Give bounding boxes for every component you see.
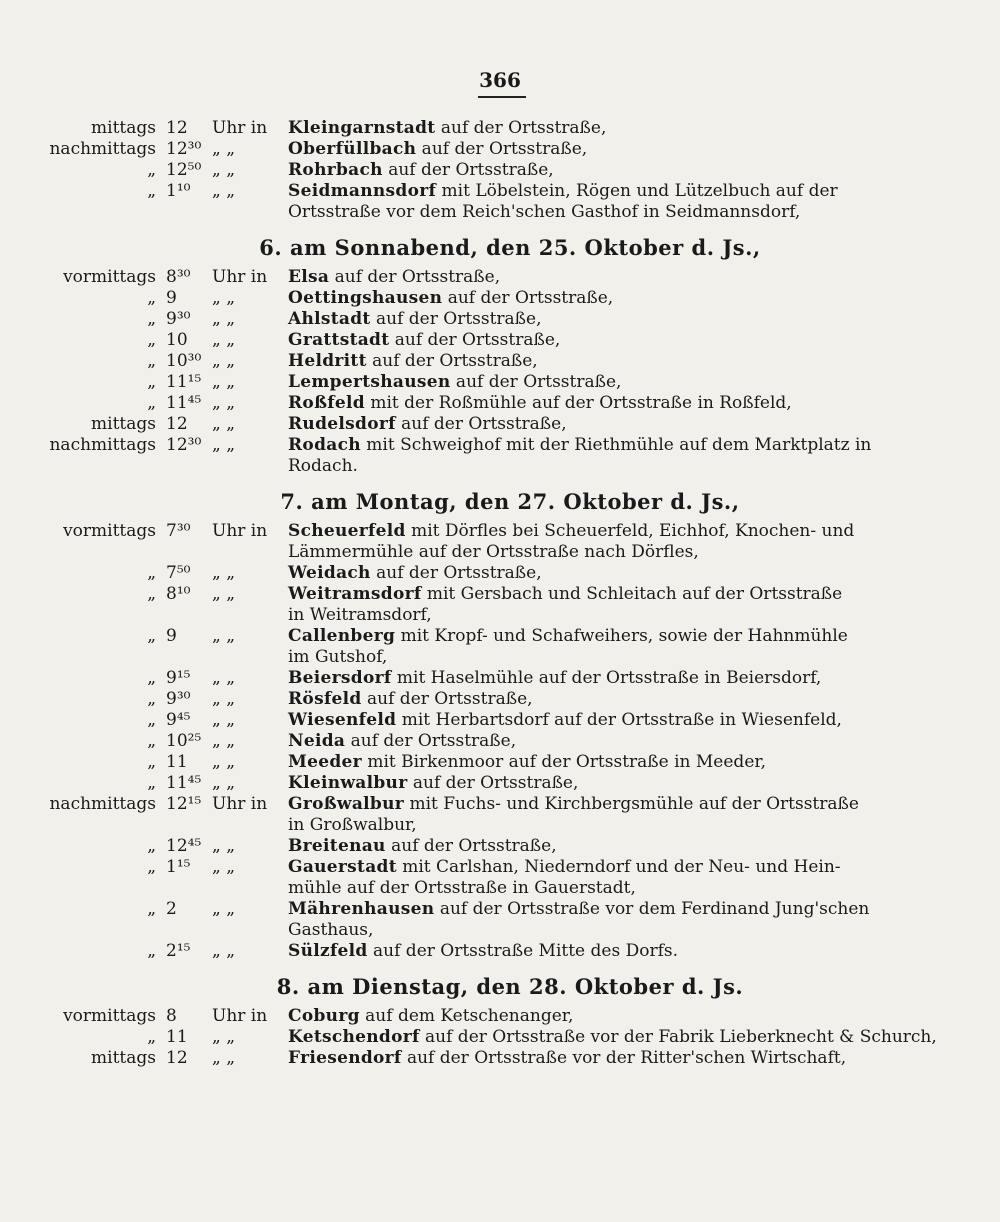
entry-period: „ (147, 857, 156, 877)
entry-time: 9³⁰ (166, 689, 191, 709)
entry-period: „ (147, 626, 156, 646)
section-heading: 8. am Dienstag, den 28. Oktober d. Js. (276, 974, 744, 999)
entry-text (288, 794, 972, 815)
entry-uhr: „ „ (212, 710, 236, 730)
entry-period: „ (147, 731, 156, 751)
entry-text (288, 836, 972, 857)
entry-period: „ (147, 941, 156, 961)
entry-uhr: „ „ (212, 668, 236, 688)
entry-place: Seidmannsdorf (288, 181, 437, 201)
schedule-entry (0, 794, 1000, 815)
entry-place: Kleingarnstadt (288, 118, 436, 138)
entry-period: „ (147, 1027, 156, 1047)
entry-place: Friesendorf (288, 1048, 402, 1068)
entry-description: auf der Ortsstraße, (442, 288, 614, 308)
schedule-entry (0, 857, 1000, 878)
entry-place: Rösfeld (288, 689, 362, 709)
entry-time: 1¹⁰ (166, 181, 191, 201)
entry-description: auf der Ortsstraße, (382, 160, 554, 180)
entry-period: vormittags (63, 267, 156, 287)
entry-time: 2 (166, 899, 177, 919)
schedule-entry (0, 139, 1000, 160)
entry-time: 12 (166, 414, 188, 434)
entry-uhr: „ „ (212, 181, 236, 201)
entry-description: auf der Ortsstraße vor der Fabrik Lieberknecht & Schurch, (419, 1027, 937, 1047)
entry-time: 1¹⁵ (166, 857, 191, 877)
entry-place: Mährenhausen (288, 899, 435, 919)
entry-time: 9 (166, 626, 177, 646)
entry-description: auf der Ortsstraße, (370, 309, 542, 329)
entry-period: „ (147, 351, 156, 371)
entry-uhr: „ „ (212, 372, 236, 392)
entry-description: auf der Ortsstraße vor der Ritter'schen Wirtschaft, (401, 1048, 847, 1068)
entry-text (288, 584, 972, 605)
entry-time: 11¹⁵ (166, 372, 202, 392)
entry-period: „ (147, 899, 156, 919)
entry-description: auf dem Ketschenanger, (359, 1006, 574, 1026)
entry-period: vormittags (63, 1006, 156, 1026)
entry-text (288, 773, 972, 794)
entry-text (288, 668, 972, 689)
entry-continuation-text: im Gutshof, (288, 647, 388, 667)
entry-place: Grattstadt (288, 330, 390, 350)
entry-text (288, 626, 972, 647)
entry-description: mit Dörfles bei Scheuerfeld, Eichhof, Knochen- und (405, 521, 855, 541)
entry-uhr: „ „ (212, 689, 236, 709)
entry-continuation-text: mühle auf der Ortsstraße in Gauerstadt, (288, 878, 636, 898)
entry-time: 8³⁰ (166, 267, 191, 287)
entry-time: 11⁴⁵ (166, 773, 202, 793)
entry-description: mit Birkenmoor auf der Ortsstraße in Meeder, (361, 752, 767, 772)
schedule-entry (0, 584, 1000, 605)
schedule-entry (0, 330, 1000, 351)
entry-text (288, 857, 972, 878)
entry-description: auf der Ortsstraße, (395, 414, 567, 434)
entry-uhr: „ „ (212, 139, 236, 159)
entry-description: auf der Ortsstraße Mitte des Dorfs. (367, 941, 678, 961)
entry-time: 2¹⁵ (166, 941, 191, 961)
entry-uhr: „ „ (212, 1027, 236, 1047)
schedule-entry-continuation (0, 815, 1000, 836)
schedule-entry (0, 1006, 1000, 1027)
entry-time: 7³⁰ (166, 521, 191, 541)
entry-period: vormittags (63, 521, 156, 541)
entry-text (288, 267, 972, 288)
schedule-entry (0, 1048, 1000, 1069)
schedule-entry (0, 393, 1000, 414)
schedule-entry-continuation (0, 647, 1000, 668)
schedule-entry (0, 689, 1000, 710)
entry-time: 9 (166, 288, 177, 308)
entry-place: Neida (288, 731, 346, 751)
entry-period: „ (147, 288, 156, 308)
entry-text (288, 710, 972, 731)
entry-place: Ketschendorf (288, 1027, 420, 1047)
entry-time: 9⁴⁵ (166, 710, 191, 730)
entry-text (288, 181, 972, 202)
entry-continuation-text: Ortsstraße vor dem Reich'schen Gasthof in Seidmannsdorf, (288, 202, 801, 222)
entry-description: auf der Ortsstraße, (385, 836, 557, 856)
entry-description: mit Gersbach und Schleitach auf der Ortsstraße (421, 584, 843, 604)
schedule-entry (0, 710, 1000, 731)
entry-time: 12³⁰ (166, 435, 202, 455)
entry-place: Callenberg (288, 626, 396, 646)
entry-period: „ (147, 752, 156, 772)
section-heading: 7. am Montag, den 27. Oktober d. Js., (280, 489, 740, 514)
entry-period: mittags (91, 414, 156, 434)
entry-period: „ (147, 309, 156, 329)
entry-text (288, 689, 972, 710)
schedule-entry (0, 563, 1000, 584)
entry-time: 8 (166, 1006, 177, 1026)
schedule-entry (0, 118, 1000, 139)
entry-text (288, 1048, 972, 1069)
entry-uhr: Uhr in (212, 521, 268, 541)
entry-place: Sülzfeld (288, 941, 368, 961)
entry-text (288, 1027, 972, 1048)
entry-description: auf der Ortsstraße, (389, 330, 561, 350)
entry-period: nachmittags (49, 435, 156, 455)
entry-period: „ (147, 330, 156, 350)
entry-text (288, 731, 972, 752)
entry-uhr: „ „ (212, 435, 236, 455)
entry-text (288, 309, 972, 330)
schedule-entry (0, 521, 1000, 542)
entry-period: „ (147, 160, 156, 180)
entry-time: 12 (166, 118, 188, 138)
entry-uhr: „ „ (212, 731, 236, 751)
entry-text (288, 521, 972, 542)
entry-description: auf der Ortsstraße vor dem Ferdinand Jung'schen (434, 899, 870, 919)
entry-time: 9³⁰ (166, 309, 191, 329)
entry-place: Gauerstadt (288, 857, 397, 877)
entry-period: nachmittags (49, 794, 156, 814)
schedule-entry (0, 836, 1000, 857)
entry-uhr: „ „ (212, 626, 236, 646)
entry-uhr: „ „ (212, 1048, 236, 1068)
schedule-entry (0, 752, 1000, 773)
entry-time: 12⁵⁰ (166, 160, 202, 180)
entry-time: 12 (166, 1048, 188, 1068)
entry-time: 12¹⁵ (166, 794, 202, 814)
entry-place: Rohrbach (288, 160, 383, 180)
schedule-entry-continuation (0, 605, 1000, 626)
entry-place: Scheuerfeld (288, 521, 406, 541)
entry-description: auf der Ortsstraße, (329, 267, 501, 287)
entry-description: auf der Ortsstraße, (345, 731, 517, 751)
entry-time: 12⁴⁵ (166, 836, 202, 856)
schedule-entry-continuation (0, 542, 1000, 563)
schedule-section (0, 223, 1000, 477)
entry-description: mit Carlshan, Niederndorf und der Neu- und Hein- (396, 857, 841, 877)
entry-text (288, 351, 972, 372)
entry-time: 11 (166, 752, 188, 772)
entry-uhr: Uhr in (212, 1006, 268, 1026)
entry-uhr: „ „ (212, 563, 236, 583)
entry-period: nachmittags (49, 139, 156, 159)
schedule-entry-continuation (0, 202, 1000, 223)
schedule-entry (0, 351, 1000, 372)
entry-uhr: „ „ (212, 414, 236, 434)
schedule-entry (0, 435, 1000, 456)
entry-place: Heldritt (288, 351, 367, 371)
schedule-section (0, 962, 1000, 1069)
entry-uhr: Uhr in (212, 118, 268, 138)
entry-text (288, 372, 972, 393)
entry-description: auf der Ortsstraße, (450, 372, 622, 392)
entry-description: mit Löbelstein, Rögen und Lützelbuch auf der (436, 181, 838, 201)
entry-place: Breitenau (288, 836, 386, 856)
entry-uhr: „ „ (212, 899, 236, 919)
entry-time: 11 (166, 1027, 188, 1047)
schedule-entry (0, 181, 1000, 202)
entry-period: „ (147, 372, 156, 392)
entry-time: 10²⁵ (166, 731, 202, 751)
entry-place: Roßfeld (288, 393, 365, 413)
entry-place: Oettingshausen (288, 288, 443, 308)
entry-time: 7⁵⁰ (166, 563, 191, 583)
entry-text (288, 1006, 972, 1027)
schedule-entry (0, 288, 1000, 309)
entry-uhr: Uhr in (212, 267, 268, 287)
schedule-entry (0, 626, 1000, 647)
schedule-entry (0, 731, 1000, 752)
entry-text (288, 330, 972, 351)
entry-description: mit Schweighof mit der Riethmühle auf dem Marktplatz in (360, 435, 872, 455)
schedule-section (0, 477, 1000, 962)
schedule-entry (0, 899, 1000, 920)
entry-place: Rudelsdorf (288, 414, 396, 434)
entry-description: auf der Ortsstraße, (416, 139, 588, 159)
entry-period: „ (147, 773, 156, 793)
entry-text (288, 435, 972, 456)
schedule-entry (0, 414, 1000, 435)
entry-period: „ (147, 668, 156, 688)
entry-place: Wiesenfeld (288, 710, 397, 730)
entry-continuation-text: in Weitramsdorf, (288, 605, 432, 625)
schedule-entry-continuation (0, 878, 1000, 899)
entry-description: auf der Ortsstraße, (435, 118, 607, 138)
page-number: 366 (479, 68, 521, 92)
entry-period: „ (147, 393, 156, 413)
entry-uhr: „ „ (212, 752, 236, 772)
schedule-entry (0, 160, 1000, 181)
entry-text (288, 941, 972, 962)
entry-period: mittags (91, 118, 156, 138)
schedule-entry (0, 372, 1000, 393)
schedule-entry-continuation (0, 456, 1000, 477)
schedule-entry (0, 309, 1000, 330)
entry-time: 10³⁰ (166, 351, 202, 371)
entry-description: auf der Ortsstraße, (361, 689, 533, 709)
entry-place: Coburg (288, 1006, 360, 1026)
entry-uhr: „ „ (212, 309, 236, 329)
schedule-section (0, 118, 1000, 223)
entry-uhr: „ „ (212, 836, 236, 856)
entry-period: „ (147, 181, 156, 201)
entry-continuation-text: Rodach. (288, 456, 358, 476)
entry-uhr: „ „ (212, 584, 236, 604)
entry-place: Rodach (288, 435, 361, 455)
entry-description: mit Haselmühle auf der Ortsstraße in Beiersdorf, (391, 668, 822, 688)
entry-time: 9¹⁵ (166, 668, 191, 688)
entry-continuation-text: Gasthaus, (288, 920, 374, 940)
schedule-entry (0, 1027, 1000, 1048)
entry-uhr: „ „ (212, 773, 236, 793)
entry-text (288, 118, 972, 139)
entry-place: Weidach (288, 563, 371, 583)
entry-description: auf der Ortsstraße, (366, 351, 538, 371)
entry-description: auf der Ortsstraße, (370, 563, 542, 583)
schedule-entry (0, 668, 1000, 689)
entry-place: Weitramsdorf (288, 584, 422, 604)
entry-text (288, 139, 972, 160)
schedule-entry-continuation (0, 920, 1000, 941)
entry-place: Lempertshausen (288, 372, 451, 392)
entry-text (288, 563, 972, 584)
entry-period: „ (147, 836, 156, 856)
entry-time: 10 (166, 330, 188, 350)
entry-description: mit Fuchs- und Kirchbergsmühle auf der Ortsstraße (404, 794, 859, 814)
entry-text (288, 752, 972, 773)
entry-uhr: „ „ (212, 393, 236, 413)
entry-text (288, 393, 972, 414)
entry-continuation-text: Lämmermühle auf der Ortsstraße nach Dörfles, (288, 542, 699, 562)
schedule-entry (0, 773, 1000, 794)
section-heading: 6. am Sonnabend, den 25. Oktober d. Js., (259, 235, 761, 260)
entry-time: 11⁴⁵ (166, 393, 202, 413)
entry-place: Meeder (288, 752, 362, 772)
page-number-rule (478, 96, 526, 98)
entry-period: „ (147, 710, 156, 730)
entry-uhr: „ „ (212, 941, 236, 961)
entry-description: mit Herbartsdorf auf der Ortsstraße in Wiesenfeld, (396, 710, 842, 730)
entry-continuation-text: in Großwalbur, (288, 815, 417, 835)
entry-text (288, 160, 972, 181)
entry-period: „ (147, 563, 156, 583)
entry-period: „ (147, 689, 156, 709)
entry-uhr: „ „ (212, 288, 236, 308)
schedule-entry (0, 267, 1000, 288)
entry-place: Ahlstadt (288, 309, 371, 329)
schedule-entry (0, 941, 1000, 962)
schedule-content (0, 118, 1000, 1069)
entry-uhr: „ „ (212, 330, 236, 350)
entry-text (288, 899, 972, 920)
entry-text (288, 414, 972, 435)
entry-place: Elsa (288, 267, 330, 287)
entry-time: 12³⁰ (166, 139, 202, 159)
entry-description: auf der Ortsstraße, (407, 773, 579, 793)
entry-description: mit Kropf- und Schafweihers, sowie der Hahnmühle (395, 626, 848, 646)
entry-uhr: Uhr in (212, 794, 268, 814)
entry-place: Kleinwalbur (288, 773, 408, 793)
entry-place: Beiersdorf (288, 668, 392, 688)
entry-period: „ (147, 584, 156, 604)
entry-uhr: „ „ (212, 351, 236, 371)
entry-uhr: „ „ (212, 160, 236, 180)
entry-period: mittags (91, 1048, 156, 1068)
entry-place: Großwalbur (288, 794, 405, 814)
entry-uhr: „ „ (212, 857, 236, 877)
entry-place: Oberfüllbach (288, 139, 417, 159)
entry-time: 8¹⁰ (166, 584, 191, 604)
entry-text (288, 288, 972, 309)
entry-description: mit der Roßmühle auf der Ortsstraße in Roßfeld, (364, 393, 792, 413)
